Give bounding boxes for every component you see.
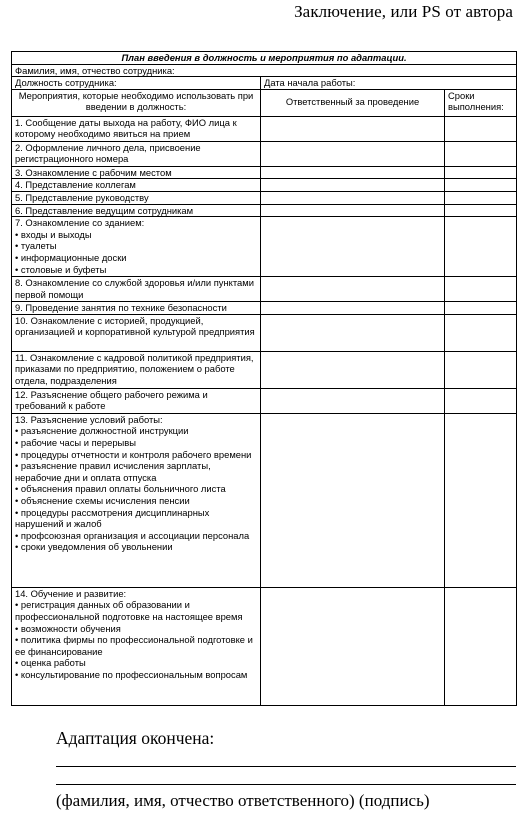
activity-cell	[12, 314, 261, 351]
responsible-cell[interactable]	[261, 166, 445, 179]
activity-row	[12, 351, 517, 388]
activity-cell	[12, 217, 261, 277]
responsible-cell[interactable]	[261, 141, 445, 166]
column-header-responsible: Ответственный за проведение	[261, 89, 445, 116]
responsible-cell[interactable]	[261, 351, 445, 388]
deadline-cell[interactable]	[445, 204, 517, 217]
completion-footer	[56, 728, 516, 811]
deadline-cell[interactable]	[445, 351, 517, 388]
activity-bullet: • оценка работы	[15, 657, 86, 669]
deadline-cell[interactable]	[445, 277, 517, 302]
adaptation-plan-table	[11, 51, 517, 706]
activity-cell	[12, 179, 261, 192]
page-header: Заключение, или PS от автора	[294, 2, 513, 21]
responsible-cell[interactable]	[261, 179, 445, 192]
activity-row	[12, 116, 517, 141]
activity-row	[12, 179, 517, 192]
activity-bullet: • входы и выходы	[15, 228, 92, 240]
deadline-cell[interactable]	[445, 302, 517, 315]
activity-cell	[12, 191, 261, 204]
responsible-cell[interactable]	[261, 277, 445, 302]
activity-bullet: • рабочие часы и перерывы	[15, 436, 136, 448]
deadline-cell[interactable]	[445, 166, 517, 179]
activity-text: 2. Оформление личного дела, присвоение регистрационного номера	[15, 141, 201, 165]
activity-row	[12, 191, 517, 204]
activity-cell	[12, 204, 261, 217]
responsible-cell[interactable]	[261, 116, 445, 141]
column-header-deadlines: Сроки выполнения:	[445, 89, 517, 116]
activity-text: 7. Ознакомление со зданием:	[15, 217, 145, 229]
activity-bullet: • объяснения правил оплаты больничного листа	[15, 483, 226, 495]
responsible-cell[interactable]	[261, 204, 445, 217]
employee-position-field: Должность сотрудника:	[12, 77, 261, 90]
deadline-cell[interactable]	[445, 413, 517, 587]
deadline-cell[interactable]	[445, 179, 517, 192]
column-header-activities: Мероприятия, которые необходимо использовать при введении в должность:	[12, 89, 261, 116]
responsible-cell[interactable]	[261, 191, 445, 204]
responsible-cell[interactable]	[261, 587, 445, 705]
activity-bullet: • регистрация данных об образовании и профессиональной подготовке на настоящее время	[15, 599, 243, 622]
activity-row	[12, 413, 517, 587]
responsible-cell[interactable]	[261, 217, 445, 277]
signature-caption: (фамилия, имя, отчество ответственного) (подпись)	[56, 791, 430, 810]
activity-text: 9. Проведение занятия по технике безопасности	[15, 302, 227, 314]
responsible-cell[interactable]	[261, 314, 445, 351]
activity-text: 11. Ознакомление с кадровой политикой предприятия, приказами по предприятию, положением о работе отдела, подразделения	[15, 351, 254, 386]
deadline-cell[interactable]	[445, 388, 517, 413]
activity-row	[12, 388, 517, 413]
responsible-cell[interactable]	[261, 413, 445, 587]
activity-text: 1. Сообщение даты выхода на работу, ФИО лица к которому необходимо явиться на прием	[15, 116, 237, 140]
activity-cell	[12, 141, 261, 166]
activity-bullet: • информационные доски	[15, 251, 127, 263]
activity-text: 14. Обучение и развитие:	[15, 587, 127, 599]
activity-bullet: • туалеты	[15, 240, 57, 252]
deadline-cell[interactable]	[445, 141, 517, 166]
deadline-cell[interactable]	[445, 314, 517, 351]
activity-cell	[12, 351, 261, 388]
activity-row	[12, 302, 517, 315]
activity-row	[12, 141, 517, 166]
start-date-field: Дата начала работы:	[261, 77, 517, 90]
activity-bullet: • сроки уведомления об увольнении	[15, 541, 173, 553]
activity-bullet: • столовые и буфеты	[15, 263, 107, 275]
activity-text: 4. Представление коллегам	[15, 179, 136, 191]
activity-bullet: • профсоюзная организация и ассоциации персонала	[15, 529, 250, 541]
signature-line-2	[56, 767, 516, 785]
employee-name-field: Фамилия, имя, отчество сотрудника:	[12, 64, 517, 77]
activity-text: 12. Разъяснение общего рабочего режима и требований к работе	[15, 388, 208, 412]
deadline-cell[interactable]	[445, 116, 517, 141]
activity-text: 6. Представление ведущим сотрудникам	[15, 204, 194, 216]
activity-row	[12, 204, 517, 217]
activity-bullet: • разъяснение правил исчисления зарплаты, нерабочие дни и оплата отпуска	[15, 460, 211, 483]
deadline-cell[interactable]	[445, 191, 517, 204]
activity-cell	[12, 587, 261, 705]
activity-row	[12, 277, 517, 302]
activity-cell	[12, 413, 261, 587]
activity-row	[12, 587, 517, 705]
activity-text: 8. Ознакомление со службой здоровья и/или пунктами первой помощи	[15, 277, 254, 300]
activity-bullet: • разъяснение должностной инструкции	[15, 425, 189, 437]
activity-bullet: • консультирование по профессиональным вопросам	[15, 668, 248, 680]
signature-line-1	[56, 749, 516, 767]
activity-bullet: • возможности обучения	[15, 622, 121, 634]
responsible-cell[interactable]	[261, 388, 445, 413]
deadline-cell[interactable]	[445, 587, 517, 705]
activity-bullet: • процедуры рассмотрения дисциплинарных нарушений и жалоб	[15, 506, 210, 530]
activity-cell	[12, 116, 261, 141]
activity-text: 13. Разъяснение условий работы:	[15, 413, 163, 425]
activity-bullet: • объяснение схемы исчисления пенсии	[15, 494, 190, 506]
plan-title: План введения в должность и мероприятия по адаптации.	[12, 52, 517, 65]
activity-cell	[12, 388, 261, 413]
activity-bullet: • политика фирмы по профессиональной подготовке и ее финансирование	[15, 634, 253, 657]
activity-text: 3. Ознакомление с рабочим местом	[15, 166, 172, 178]
activity-row	[12, 217, 517, 277]
activity-text: 10. Ознакомление с историей, продукцией, организацией и корпоративной культурой предприятия	[15, 314, 255, 338]
deadline-cell[interactable]	[445, 217, 517, 277]
responsible-cell[interactable]	[261, 302, 445, 315]
activity-cell	[12, 302, 261, 315]
activity-cell	[12, 277, 261, 302]
activity-bullet: • процедуры отчетности и контроля рабочего времени	[15, 448, 252, 460]
activity-row	[12, 166, 517, 179]
activity-row	[12, 314, 517, 351]
adaptation-done-label: Адаптация окончена:	[56, 728, 215, 748]
activity-text: 5. Представление руководству	[15, 191, 149, 203]
activity-cell	[12, 166, 261, 179]
